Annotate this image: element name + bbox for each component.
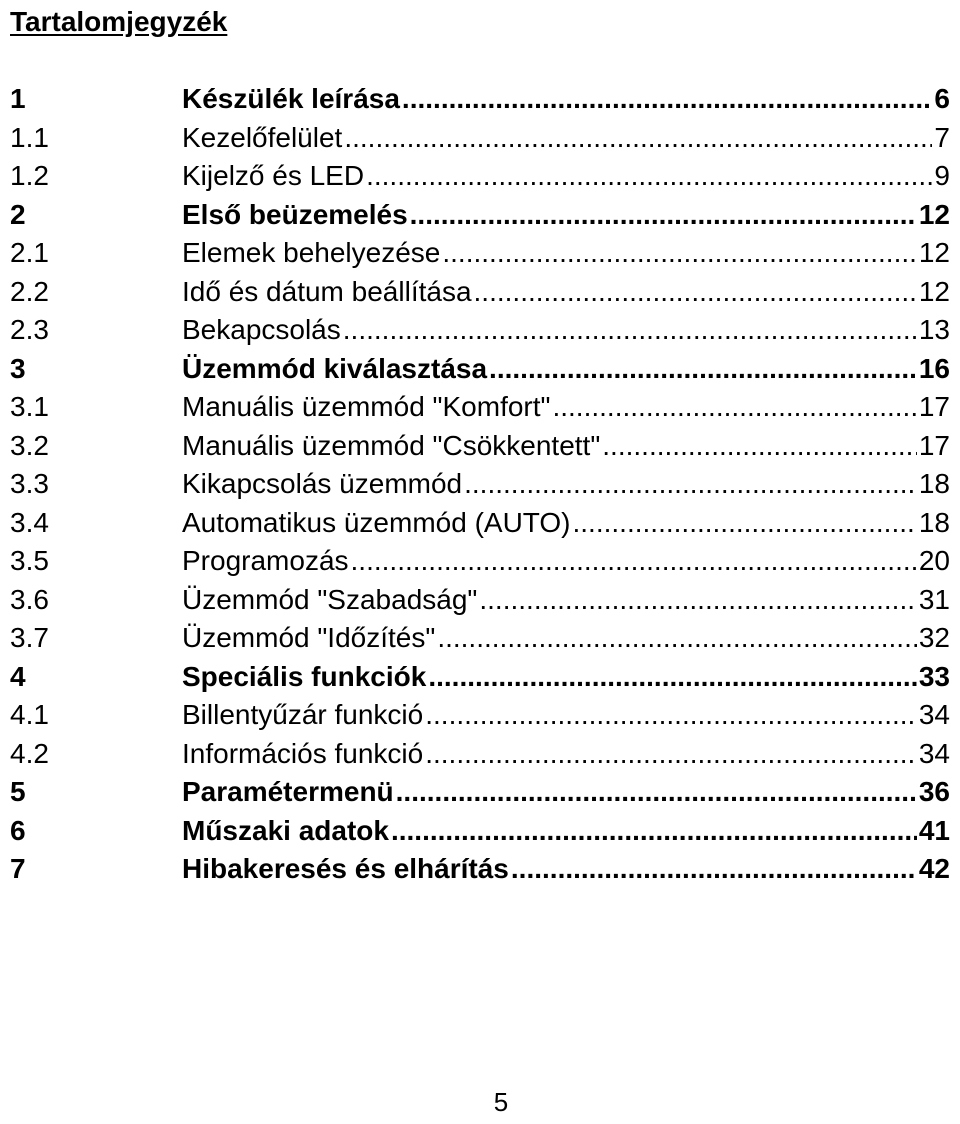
toc-entry[interactable]: [10, 735, 950, 774]
toc-entry-number: 3.6: [10, 583, 49, 615]
toc-entry-title: Üzemmód "Szabadság": [182, 583, 478, 615]
toc-dot-leader: [464, 465, 917, 504]
toc-dot-leader: [344, 119, 932, 158]
toc-entry[interactable]: [10, 542, 950, 581]
toc-dot-leader: [552, 388, 916, 427]
toc-entry-number: 5: [10, 776, 26, 807]
toc-entry-page: 13: [918, 314, 950, 345]
toc-entry-title: Elemek behelyezése: [182, 237, 441, 268]
toc-entry-number: 7: [10, 853, 26, 884]
toc-entry[interactable]: [10, 157, 950, 196]
table-of-contents: [10, 80, 950, 889]
toc-entry[interactable]: [10, 80, 950, 119]
toc-entry-title: Üzemmód "Időzítés": [182, 622, 436, 653]
toc-entry-title: Bekapcsolás: [182, 314, 341, 345]
toc-entry[interactable]: [10, 311, 950, 350]
toc-entry[interactable]: [10, 812, 950, 851]
toc-dot-leader: [396, 773, 917, 812]
toc-entry-page: 32: [918, 622, 950, 653]
toc-entry[interactable]: [10, 658, 950, 697]
toc-entry[interactable]: [10, 273, 950, 312]
toc-entry-page: 16: [918, 352, 950, 384]
toc-entry-number: 2: [10, 198, 26, 230]
toc-entry-number: 1.1: [10, 121, 49, 153]
toc-entry-title: Műszaki adatok: [182, 814, 389, 846]
toc-entry-number: 4.2: [10, 737, 49, 769]
toc-entry-number: 4: [10, 660, 26, 692]
toc-entry[interactable]: [10, 119, 950, 158]
toc-entry-page: 42: [918, 853, 950, 884]
toc-entry-number: 1: [10, 83, 26, 114]
toc-entry-number: 3.3: [10, 468, 49, 499]
toc-entry-number: 3: [10, 352, 26, 384]
toc-entry-title: Paramétermenü: [182, 776, 394, 807]
toc-entry-title: Kijelző és LED: [182, 160, 365, 191]
toc-dot-leader: [474, 273, 917, 312]
toc-dot-leader: [442, 234, 916, 273]
toc-entry-number: 3.5: [10, 545, 49, 576]
toc-dot-leader: [425, 696, 917, 735]
toc-entry-page: 18: [918, 468, 950, 499]
toc-entry-title: Első beüzemelés: [182, 198, 408, 230]
toc-entry-page: 6: [934, 83, 950, 114]
toc-entry[interactable]: [10, 465, 950, 504]
toc-entry-page: 12: [918, 275, 950, 307]
toc-entry[interactable]: [10, 388, 950, 427]
toc-entry[interactable]: [10, 581, 950, 620]
toc-entry[interactable]: [10, 350, 950, 389]
toc-entry-page: 33: [918, 660, 950, 692]
toc-entry-title: Programozás: [182, 545, 349, 576]
toc-entry[interactable]: [10, 504, 950, 543]
toc-entry[interactable]: [10, 427, 950, 466]
toc-entry-number: 2.3: [10, 314, 49, 345]
toc-entry-title: Idő és dátum beállítása: [182, 275, 472, 307]
toc-entry-title: Billentyűzár funkció: [182, 699, 424, 730]
toc-dot-leader: [366, 157, 932, 196]
toc-entry-page: 34: [918, 737, 950, 769]
toc-entry-page: 20: [918, 545, 950, 576]
toc-entry-number: 2.2: [10, 275, 49, 307]
toc-entry-number: 3.2: [10, 429, 49, 461]
toc-entry-number: 1.2: [10, 160, 49, 191]
toc-entry-page: 18: [918, 506, 950, 538]
toc-entry-page: 36: [918, 776, 950, 807]
toc-dot-leader: [402, 80, 933, 119]
toc-entry-title: Manuális üzemmód "Komfort": [182, 391, 551, 422]
toc-entry-number: 2.1: [10, 237, 49, 268]
toc-dot-leader: [602, 427, 917, 466]
toc-entry-title: Automatikus üzemmód (AUTO): [182, 506, 571, 538]
toc-entry-page: 34: [918, 699, 950, 730]
toc-entry-title: Speciális funkciók: [182, 660, 427, 692]
toc-entry-page: 31: [918, 583, 950, 615]
toc-entry-number: 3.7: [10, 622, 49, 653]
toc-entry-number: 3.4: [10, 506, 49, 538]
toc-entry-page: 12: [918, 237, 950, 268]
toc-entry-title: Üzemmód kiválasztása: [182, 352, 488, 384]
toc-entry-page: 17: [918, 391, 950, 422]
toc-entry[interactable]: [10, 773, 950, 812]
toc-entry[interactable]: [10, 234, 950, 273]
toc-entry-title: Kezelőfelület: [182, 121, 343, 153]
toc-entry-title: Készülék leírása: [182, 83, 400, 114]
toc-dot-leader: [351, 542, 917, 581]
toc-dot-leader: [573, 504, 917, 543]
toc-entry-title: Manuális üzemmód "Csökkentett": [182, 429, 601, 461]
page-number: 5: [493, 1087, 509, 1117]
toc-dot-leader: [489, 350, 917, 389]
toc-dot-leader: [479, 581, 916, 620]
toc-dot-leader: [410, 196, 917, 235]
toc-dot-leader: [343, 311, 917, 350]
toc-entry-title: Hibakeresés és elhárítás: [182, 853, 509, 884]
toc-dot-leader: [511, 850, 917, 889]
toc-dot-leader: [428, 658, 917, 697]
toc-entry-page: 17: [918, 429, 950, 461]
toc-entry-title: Információs funkció: [182, 737, 424, 769]
toc-entry[interactable]: [10, 696, 950, 735]
toc-entry-page: 7: [934, 121, 950, 153]
toc-entry-page: 12: [918, 198, 950, 230]
toc-entry[interactable]: [10, 619, 950, 658]
toc-entry-page: 9: [934, 160, 950, 191]
toc-entry[interactable]: [10, 850, 950, 889]
toc-entry-number: 3.1: [10, 391, 49, 422]
toc-dot-leader: [437, 619, 917, 658]
toc-dot-leader: [425, 735, 917, 774]
toc-dot-leader: [391, 812, 917, 851]
toc-entry-title: Kikapcsolás üzemmód: [182, 468, 463, 499]
toc-entry-number: 4.1: [10, 699, 49, 730]
toc-title: Tartalomjegyzék: [10, 6, 228, 37]
toc-entry-page: 41: [918, 814, 950, 846]
toc-entry[interactable]: [10, 196, 950, 235]
toc-entry-number: 6: [10, 814, 26, 846]
